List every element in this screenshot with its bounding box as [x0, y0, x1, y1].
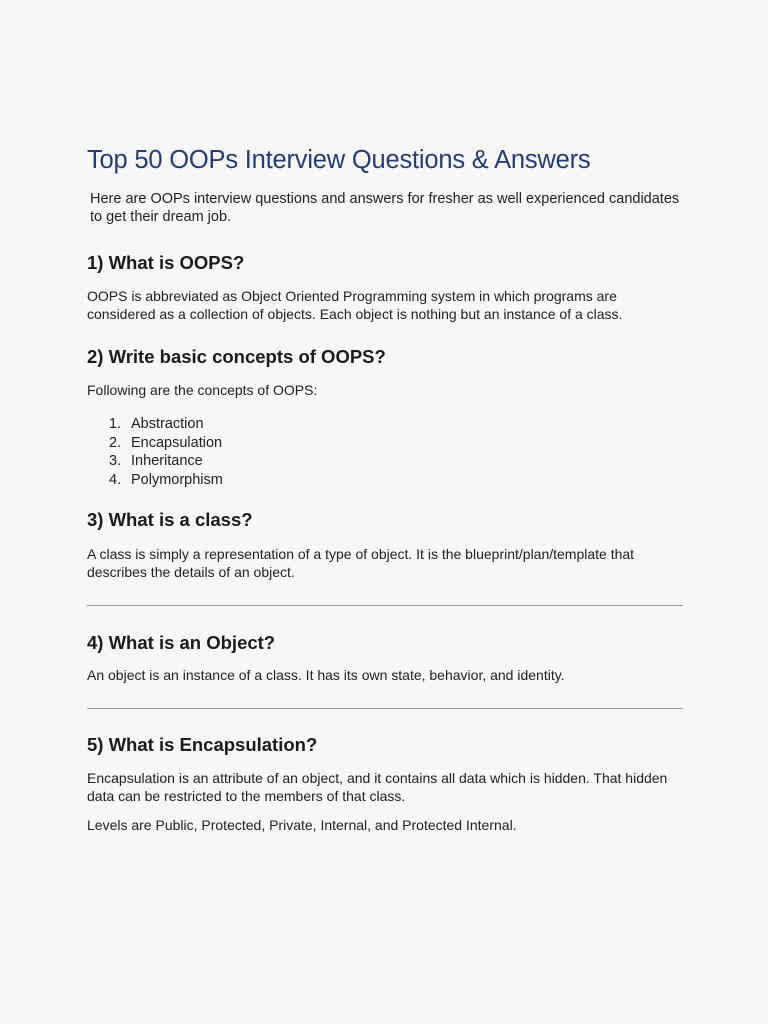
question-5-heading: 5) What is Encapsulation? — [87, 734, 318, 755]
list-item-text: Encapsulation — [131, 434, 223, 451]
list-item — [109, 452, 688, 471]
question-2-answer: Following are the concepts of OOPS: — [87, 382, 318, 398]
list-item — [109, 434, 688, 453]
question-1-answer: OOPS is abbreviated as Object Oriented Programming system in which programs are considered as a collection of objects. Each object is nothing but an instance of a class. — [87, 288, 623, 322]
intro-text: Here are OOPs interview questions and answers for fresher as well experienced candidates to get their dream job. — [90, 191, 680, 225]
list-item-text: Polymorphism — [131, 471, 223, 488]
list-item-text: Abstraction — [131, 416, 204, 432]
list-item-text: Inheritance — [131, 453, 203, 469]
page-title: Top 50 OOPs Interview Questions & Answers — [87, 146, 591, 174]
question-5-answer: Encapsulation is an attribute of an object, and it contains all data which is hidden. That hidden data can be restricted to the members of that class. — [87, 770, 668, 804]
section-divider — [87, 605, 683, 606]
question-3-answer: A class is simply a representation of a type of object. It is the blueprint/plan/template that describes the details of an object. — [87, 546, 635, 580]
question-4-answer: An object is an instance of a class. It has its own state, behavior, and identity. — [87, 667, 565, 683]
concepts-list — [87, 415, 688, 489]
question-1-heading: 1) What is OOPS? — [87, 252, 245, 273]
list-item-number: 3. — [109, 453, 122, 469]
section-divider — [87, 708, 683, 709]
list-item — [109, 471, 688, 490]
list-item — [109, 415, 688, 434]
question-5-levels: Levels are Public, Protected, Private, Internal, and Protected Internal. — [87, 817, 517, 833]
question-3-heading: 3) What is a class? — [87, 509, 253, 530]
question-4-heading: 4) What is an Object? — [87, 632, 276, 653]
list-item-number: 4. — [109, 471, 122, 488]
list-item-number: 1. — [109, 416, 122, 432]
list-item-number: 2. — [109, 434, 122, 451]
question-2-heading: 2) Write basic concepts of OOPS? — [87, 346, 386, 367]
